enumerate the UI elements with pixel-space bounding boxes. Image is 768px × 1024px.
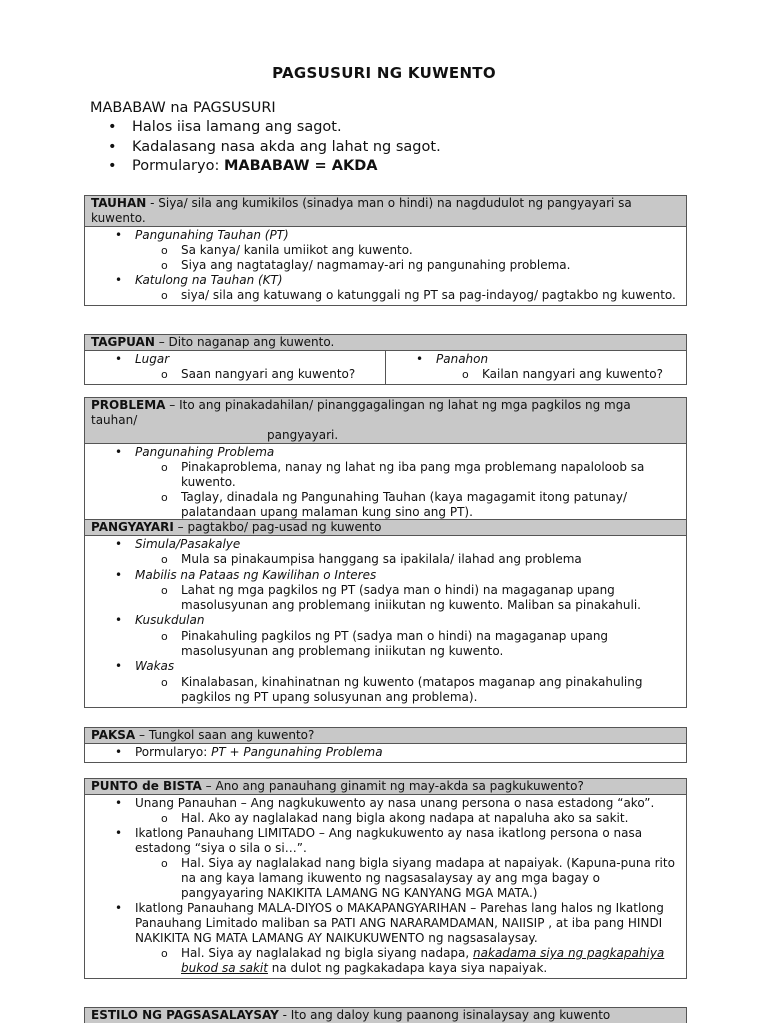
definition: - Ito ang daloy kung paanong isinalaysay ang kuwento <box>278 1008 611 1022</box>
sub-item: o Pinakaproblema, nanay ng lahat ng iba pang mga problemang napaloloob sa kuwento. <box>91 460 680 490</box>
term: TAGPUAN <box>91 335 155 349</box>
list-item: • Pangunahing Tauhan (PT) <box>91 228 680 243</box>
definition-cont: pangyayari. <box>267 428 339 442</box>
sub-item: o Siya ang nagtataglay/ nagmamay-ari ng pangunahing problema. <box>91 258 680 273</box>
estilo-box <box>84 1007 687 1023</box>
underlined-text: nakadama siya ng pagkapahiya bukod sa sakit <box>181 946 665 975</box>
sub-item: o Kinalabasan, kinahinatnan ng kuwento (matapos maganap ang pinakahuling pagkilos ng PT upang solusyunan ang problema). <box>91 675 680 706</box>
tagpuan-header <box>85 335 686 351</box>
definition: – pagtakbo/ pag-usad ng kuwento <box>173 520 382 534</box>
list-item: • Unang Panauhan – Ang nagkukuwento ay nasa unang persona o nasa estadong “ako”. <box>91 796 680 811</box>
list-item: • Simula/Pasakalye <box>91 537 680 552</box>
paksa-box <box>84 727 687 763</box>
list-item: • Ikatlong Panauhang MALA-DIYOS o MAKAPANGYARIHAN – Parehas lang halos ng Ikatlong Panauhang Limitado maliban sa PATI ANG NARARAMDAMAN, NAIISIP , at iba pang HINDI NAKIKITA NG MATA LAMANG AY NAIKUKUWENTO ng nagsasalaysay. <box>91 901 680 946</box>
paksa-header <box>85 728 686 744</box>
definition: - Siya/ sila ang kumikilos (sinadya man o hindi) na nagdudulot ng pangyayari sa kuwento. <box>91 196 632 225</box>
sub-item: o Hal. Siya ay naglalakad nang bigla siyang madapa at napaiyak. (Kapuna-puna rito na ang kaya lamang ikuwento ng nagsasalaysay ay ang mga bagay o pangyayaring NAKIKITA LAMANG NG KANYANG MGA MATA.) <box>91 856 680 901</box>
list-item: • Kusukdulan <box>91 613 680 628</box>
tagpuan-box <box>84 334 687 385</box>
list-item: • Halos iisa lamang ang sagot. <box>108 118 441 138</box>
document-title: PAGSUSURI NG KUWENTO <box>272 64 496 82</box>
formula-prefix: Pormularyo: <box>135 745 212 759</box>
formula-prefix: Pormularyo: <box>132 158 224 174</box>
term: PANGYAYARI <box>91 520 174 534</box>
sub-item: o Pinakahuling pagkilos ng PT (sadya man o hindi) na magaganap upang masolusyunan ang problemang iniikutan ng kuwento. <box>91 629 680 660</box>
sub-item: o Saan nangyari ang kuwento? <box>85 367 385 382</box>
list-item: • Pangunahing Problema <box>91 445 680 460</box>
list-item: • Mabilis na Pataas ng Kawilihan o Interes <box>91 568 680 583</box>
punto-de-bista-box <box>84 778 687 979</box>
punto-body <box>85 795 686 978</box>
panahon-column <box>386 351 686 384</box>
term: PAKSA <box>91 728 136 742</box>
term: TAUHAN <box>91 196 147 210</box>
pangyayari-box <box>84 519 687 708</box>
example-text-end: na dulot ng pagkakadapa kaya siya napaiyak. <box>267 961 548 975</box>
sub-item: o Lahat ng mga pagkilos ng PT (sadya man o hindi) na magaganap upang masolusyunan ang problemang iniikutan ng kuwento. Maliban sa pinakahuli. <box>91 583 680 614</box>
term: ESTILO NG PAGSASALAYSAY <box>91 1008 279 1022</box>
list-item <box>91 745 680 760</box>
intro-list <box>90 118 441 177</box>
definition: – Dito naganap ang kuwento. <box>154 335 335 349</box>
sub-item: o Mula sa pinakaumpisa hanggang sa ipakilala/ ilahad ang problema <box>91 552 680 567</box>
list-item: • Ikatlong Panauhang LIMITADO – Ang nagkukuwento ay nasa ikatlong persona o nasa estadong “siya o sila o si…”. <box>91 826 680 856</box>
tauhan-body <box>85 227 686 305</box>
formula: PT + Pangunahing Problema <box>211 745 383 759</box>
definition: – Tungkol saan ang kuwento? <box>135 728 315 742</box>
tauhan-header <box>85 196 686 227</box>
list-item: • Panahon <box>386 352 686 367</box>
estilo-header <box>85 1008 686 1023</box>
tagpuan-body <box>85 351 686 384</box>
sub-item: o Taglay, dinadala ng Pangunahing Tauhan (kaya magagamit itong patunay/ palatandaan upang malaman kung sino ang PT). <box>91 490 680 520</box>
problema-header <box>85 398 686 444</box>
pangyayari-header <box>85 520 686 536</box>
term: PROBLEMA <box>91 398 166 412</box>
sub-item: o Kailan nangyari ang kuwento? <box>386 367 686 382</box>
problema-box <box>84 397 687 523</box>
definition: – Ito ang pinakadahilan/ pinanggagalingan ng lahat ng mga pagkilos ng mga tauhan/ <box>91 398 631 427</box>
list-item: • Kadalasang nasa akda ang lahat ng sagot. <box>108 138 441 158</box>
definition: – Ano ang panauhang ginamit ng may-akda sa pagkukuwento? <box>201 779 584 793</box>
sub-item: o Hal. Ako ay naglalakad nang bigla akong nadapa at napaluha ako sa sakit. <box>91 811 680 826</box>
list-item: • Wakas <box>91 659 680 674</box>
list-item <box>108 157 441 177</box>
punto-header <box>85 779 686 795</box>
problema-body <box>85 444 686 522</box>
list-item: • Katulong na Tauhan (KT) <box>91 273 680 288</box>
intro-section <box>90 100 441 177</box>
sub-item: o Sa kanya/ kanila umiikot ang kuwento. <box>91 243 680 258</box>
list-item: • Lugar <box>85 352 385 367</box>
sub-item <box>91 946 680 976</box>
paksa-body <box>85 744 686 762</box>
tauhan-box <box>84 195 687 306</box>
pangyayari-body <box>85 536 686 707</box>
sub-item: o siya/ sila ang katuwang o katunggali ng PT sa pag-indayog/ pagtakbo ng kuwento. <box>91 288 680 303</box>
lugar-column <box>85 351 386 384</box>
example-text: Hal. Siya ay naglalakad ng bigla siyang nadapa, <box>181 946 474 960</box>
formula: MABABAW = AKDA <box>223 158 378 174</box>
term: PUNTO de BISTA <box>91 779 202 793</box>
intro-heading: MABABAW na PAGSUSURI <box>90 100 276 116</box>
